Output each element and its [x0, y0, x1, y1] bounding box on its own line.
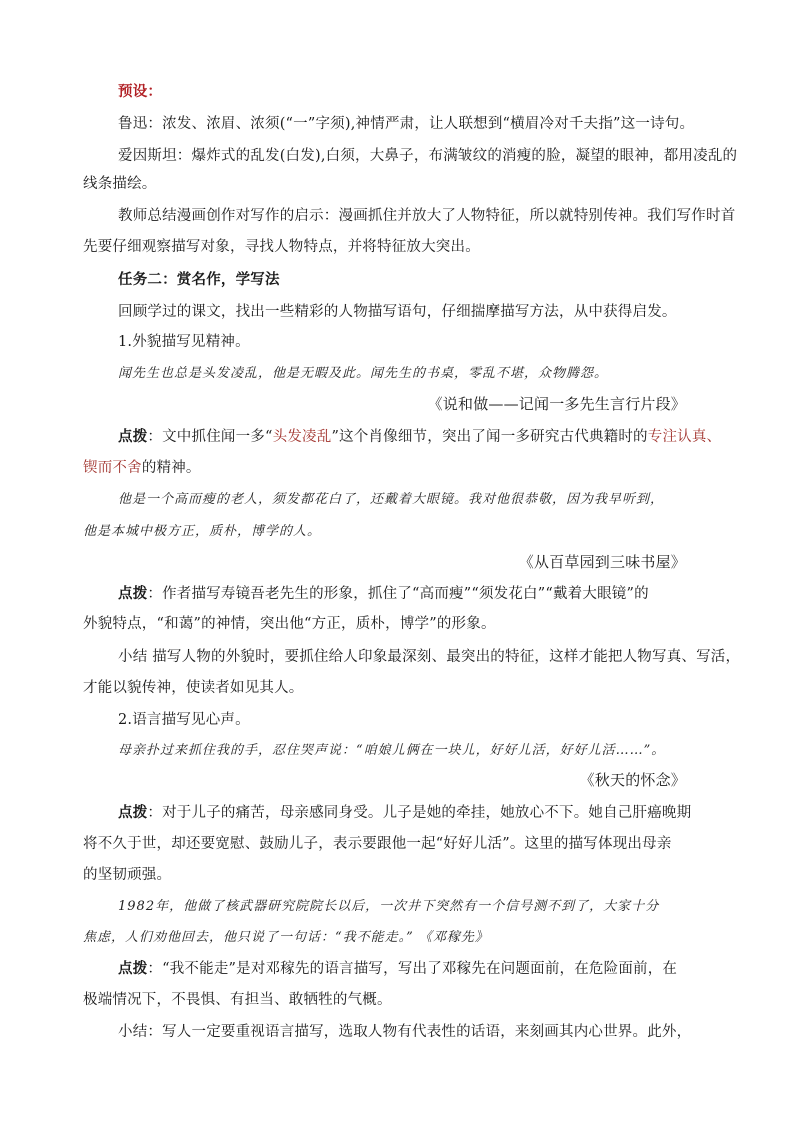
quote-shou-jingwu-2: 他是本城中极方正，质朴，博学的人。 — [83, 524, 322, 539]
paragraph-summary-2: 先要仔细观察描写对象，寻找人物特点，并将特征放大突出。 — [83, 239, 480, 255]
paragraph-luxun: 鲁迅：浓发、浓眉、浓须(“一”字须),神情严肃，让人联想到“横眉冷对千夫指”这一诗句。 — [118, 116, 695, 132]
comment-3-line-3: 的坚韧顽强。 — [83, 867, 172, 883]
paragraph-einstein-2: 线条描绘。 — [83, 176, 157, 192]
comment-label: 点拨 — [118, 428, 148, 445]
source-shuo-he-zuo: 《说和做——记闻一多先生言行片段》 — [427, 395, 686, 413]
comment-4-line-2: 极端情况下，不畏惧、有担当、敢牺牲的气概。 — [83, 992, 392, 1008]
preset-heading: 预设： — [118, 83, 163, 100]
quote-deng-jiaxian-1: 1982年，他做了核武器研究院院长以后，一次井下突然有一个信号测不到了，大家十分 — [118, 899, 660, 914]
highlight-focus: 专注认真、 — [647, 429, 722, 445]
comment-1-line-1: 点拨：文中抓住闻一多“头发凌乱”这个肖像细节，突出了闻一多研究古代典籍时的专注认真、 — [118, 428, 722, 445]
quote-deng-jiaxian-2: 焦虑，人们劝他回去，他只说了一句话：“我不能走。” 《邓稼先》 — [83, 930, 489, 945]
task-two-heading: 任务二：赏名作，学写法 — [118, 271, 280, 288]
comment-label: 点拨 — [118, 585, 148, 602]
comment-3-line-1: 点拨：对于儿子的痛苦，母亲感同身受。儿子是她的牵挂，她放心不下。她自己肝癌晚期 — [118, 804, 692, 821]
summary-appearance-2: 才能以貌传神，使读者如见其人。 — [83, 680, 304, 696]
paragraph-einstein-1: 爱因斯坦：爆炸式的乱发(白发),白须，大鼻子，布满皱纹的消瘦的脸，凝望的眼神，都用凌乱的 — [118, 148, 738, 164]
comment-2-line-2: 外貌特点，“和蔼”的神情，突出他“方正，质朴，博学”的形象。 — [83, 616, 496, 632]
paragraph-summary-1: 教师总结漫画创作对写作的启示：漫画抓住并放大了人物特征，所以就特别传神。我们写作时首 — [118, 208, 736, 224]
highlight-hair: 头发凌乱 — [272, 429, 332, 445]
summary-language: 小结：写人一定要重视语言描写，选取人物有代表性的话语，来刻画其内心世界。此外， — [118, 1024, 692, 1040]
source-baicaoyuan: 《从百草园到三味书屋》 — [518, 553, 686, 571]
quote-mother: 母亲扑过来抓住我的手，忍住哭声说：“咱娘儿俩在一块儿，好好儿活，好好儿活……”。 — [118, 743, 666, 758]
comment-3-line-2: 将不久于世，却还要宽慰、鼓励儿子，表示要跟他一起“好好儿活”。这里的描写体现出母亲 — [83, 836, 672, 852]
paragraph-review: 回顾学过的课文，找出一些精彩的人物描写语句，仔细揣摩描写方法，从中获得启发。 — [118, 304, 677, 320]
comment-label: 点拨 — [118, 804, 148, 821]
summary-appearance-1: 小结 描写人物的外貌时，要抓住给人印象最深刻、最突出的特征，这样才能把人物写真、写活， — [118, 649, 741, 665]
comment-4-line-1: 点拨：“我不能走”是对邓稼先的语言描写，写出了邓稼先在问题面前，在危险面前，在 — [118, 960, 678, 977]
section-appearance-heading: 1.外貌描写见精神。 — [118, 334, 250, 350]
comment-label: 点拨 — [118, 960, 148, 977]
highlight-persistence: 锲而不舍 — [83, 460, 142, 476]
source-qiutian: 《秋天的怀念》 — [579, 771, 686, 789]
comment-2-line-1: 点拨：作者描写寿镜吾老先生的形象，抓住了“高而瘦”“须发花白”“戴着大眼镜”的 — [118, 585, 649, 602]
quote-wen-yiduo: 闻先生也总是头发凌乱，他是无暇及此。闻先生的书桌，零乱不堪，众物腾怨。 — [118, 366, 609, 381]
section-language-heading: 2.语言描写见心声。 — [118, 712, 250, 728]
comment-1-line-2: 锲而不舍的精神。 — [83, 460, 201, 476]
quote-shou-jingwu-1: 他是一个高而瘦的老人，须发都花白了，还戴着大眼镜。我对他很恭敬，因为我早听到， — [118, 492, 665, 507]
